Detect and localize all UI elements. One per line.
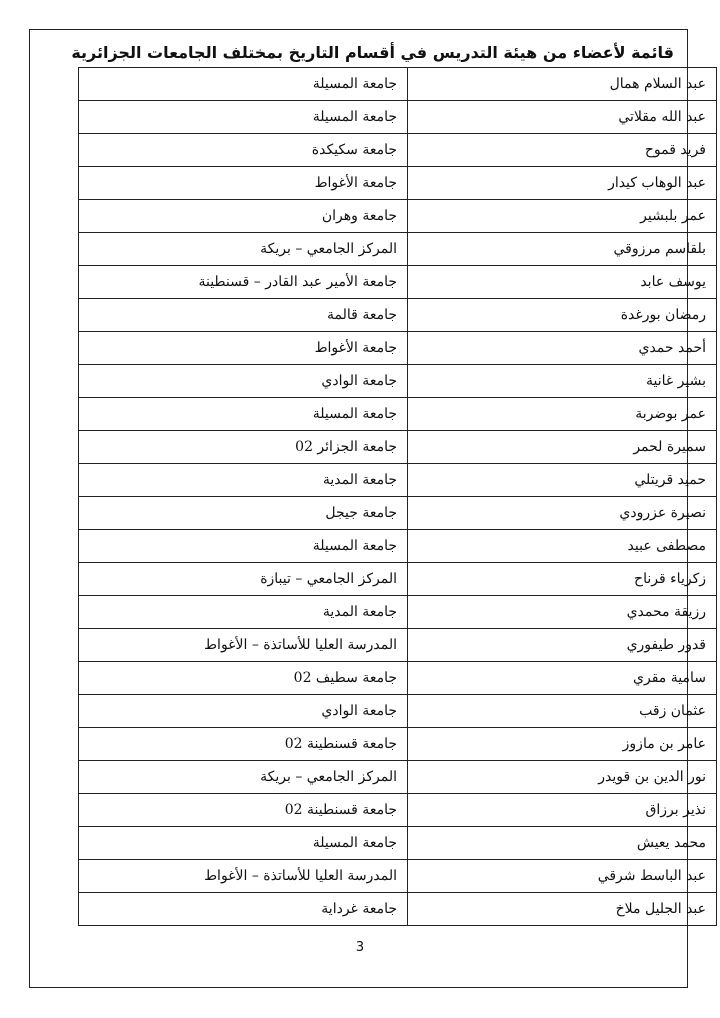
faculty-table-body bbox=[79, 68, 717, 926]
university-cell: جامعة سكيكدة bbox=[79, 134, 408, 167]
table-row bbox=[79, 134, 717, 167]
table-row bbox=[79, 728, 717, 761]
page-title: قائمة لأعضاء من هيئة التدريس في أقسام التاريخ بمختلف الجامعات الجزائرية bbox=[71, 43, 674, 62]
member-name-cell: عمر بلبشير bbox=[408, 200, 717, 233]
member-name-cell: عبد الوهاب كيدار bbox=[408, 167, 717, 200]
member-name-cell: قدور طيفوري bbox=[408, 629, 717, 662]
table-row bbox=[79, 68, 717, 101]
table-row bbox=[79, 101, 717, 134]
member-name-cell: بشير غانية bbox=[408, 365, 717, 398]
table-row bbox=[79, 365, 717, 398]
university-cell: جامعة المسيلة bbox=[79, 68, 408, 101]
table-row bbox=[79, 761, 717, 794]
university-cell: جامعة جيجل bbox=[79, 497, 408, 530]
member-name-cell: يوسف عابد bbox=[408, 266, 717, 299]
member-name-cell: زكرياء قرناح bbox=[408, 563, 717, 596]
university-cell: جامعة قسنطينة 02 bbox=[79, 728, 408, 761]
member-name-cell: رمضان بورغدة bbox=[408, 299, 717, 332]
university-cell: جامعة الأمير عبد القادر – قسنطينة bbox=[79, 266, 408, 299]
table-row bbox=[79, 629, 717, 662]
member-name-cell: عبد الباسط شرقي bbox=[408, 860, 717, 893]
member-name-cell: حميد قريتلي bbox=[408, 464, 717, 497]
member-name-cell: بلقاسم مرزوقي bbox=[408, 233, 717, 266]
university-cell: جامعة سطيف 02 bbox=[79, 662, 408, 695]
member-name-cell: نذير برزاق bbox=[408, 794, 717, 827]
university-cell: المركز الجامعي – بريكة bbox=[79, 233, 408, 266]
member-name-cell: فريد قموح bbox=[408, 134, 717, 167]
member-name-cell: عبد السلام همال bbox=[408, 68, 717, 101]
member-name-cell: عمر بوضربة bbox=[408, 398, 717, 431]
university-cell: المركز الجامعي – بريكة bbox=[79, 761, 408, 794]
table-row bbox=[79, 695, 717, 728]
member-name-cell: محمد يعيش bbox=[408, 827, 717, 860]
table-row bbox=[79, 596, 717, 629]
member-name-cell: سامية مقري bbox=[408, 662, 717, 695]
table-row bbox=[79, 563, 717, 596]
university-cell: جامعة المسيلة bbox=[79, 827, 408, 860]
table-row bbox=[79, 299, 717, 332]
table-row bbox=[79, 794, 717, 827]
table-row bbox=[79, 497, 717, 530]
member-name-cell: نور الدين بن قويدر bbox=[408, 761, 717, 794]
university-cell: جامعة المسيلة bbox=[79, 398, 408, 431]
member-name-cell: سميرة لحمر bbox=[408, 431, 717, 464]
table-row bbox=[79, 431, 717, 464]
university-cell: المدرسة العليا للأساتذة – الأغواط bbox=[79, 629, 408, 662]
table-row bbox=[79, 464, 717, 497]
table-row bbox=[79, 827, 717, 860]
page-number: 3 bbox=[355, 940, 365, 955]
university-cell: جامعة الأغواط bbox=[79, 167, 408, 200]
university-cell: جامعة الجزائر 02 bbox=[79, 431, 408, 464]
table-row bbox=[79, 860, 717, 893]
table-row bbox=[79, 398, 717, 431]
university-cell: جامعة الوادي bbox=[79, 695, 408, 728]
university-cell: المدرسة العليا للأساتذة – الأغواط bbox=[79, 860, 408, 893]
university-cell: جامعة المدية bbox=[79, 464, 408, 497]
university-cell: المركز الجامعي – تيبازة bbox=[79, 563, 408, 596]
university-cell: جامعة الوادي bbox=[79, 365, 408, 398]
university-cell: جامعة المدية bbox=[79, 596, 408, 629]
table-row bbox=[79, 266, 717, 299]
university-cell: جامعة قسنطينة 02 bbox=[79, 794, 408, 827]
table-row bbox=[79, 167, 717, 200]
university-cell: جامعة المسيلة bbox=[79, 530, 408, 563]
table-row bbox=[79, 662, 717, 695]
member-name-cell: عبد الله مقلاتي bbox=[408, 101, 717, 134]
table-row bbox=[79, 530, 717, 563]
table-row bbox=[79, 332, 717, 365]
university-cell: جامعة المسيلة bbox=[79, 101, 408, 134]
member-name-cell: عامر بن مازوز bbox=[408, 728, 717, 761]
university-cell: جامعة وهران bbox=[79, 200, 408, 233]
table-row bbox=[79, 893, 717, 926]
member-name-cell: رزيقة محمدي bbox=[408, 596, 717, 629]
member-name-cell: مصطفى عبيد bbox=[408, 530, 717, 563]
table-row bbox=[79, 233, 717, 266]
university-cell: جامعة غرداية bbox=[79, 893, 408, 926]
member-name-cell: عثمان زقب bbox=[408, 695, 717, 728]
member-name-cell: نصيرة عزرودي bbox=[408, 497, 717, 530]
university-cell: جامعة الأغواط bbox=[79, 332, 408, 365]
member-name-cell: عبد الجليل ملاخ bbox=[408, 893, 717, 926]
table-row bbox=[79, 200, 717, 233]
faculty-table bbox=[78, 67, 717, 926]
member-name-cell: أحمد حمدي bbox=[408, 332, 717, 365]
university-cell: جامعة قالمة bbox=[79, 299, 408, 332]
